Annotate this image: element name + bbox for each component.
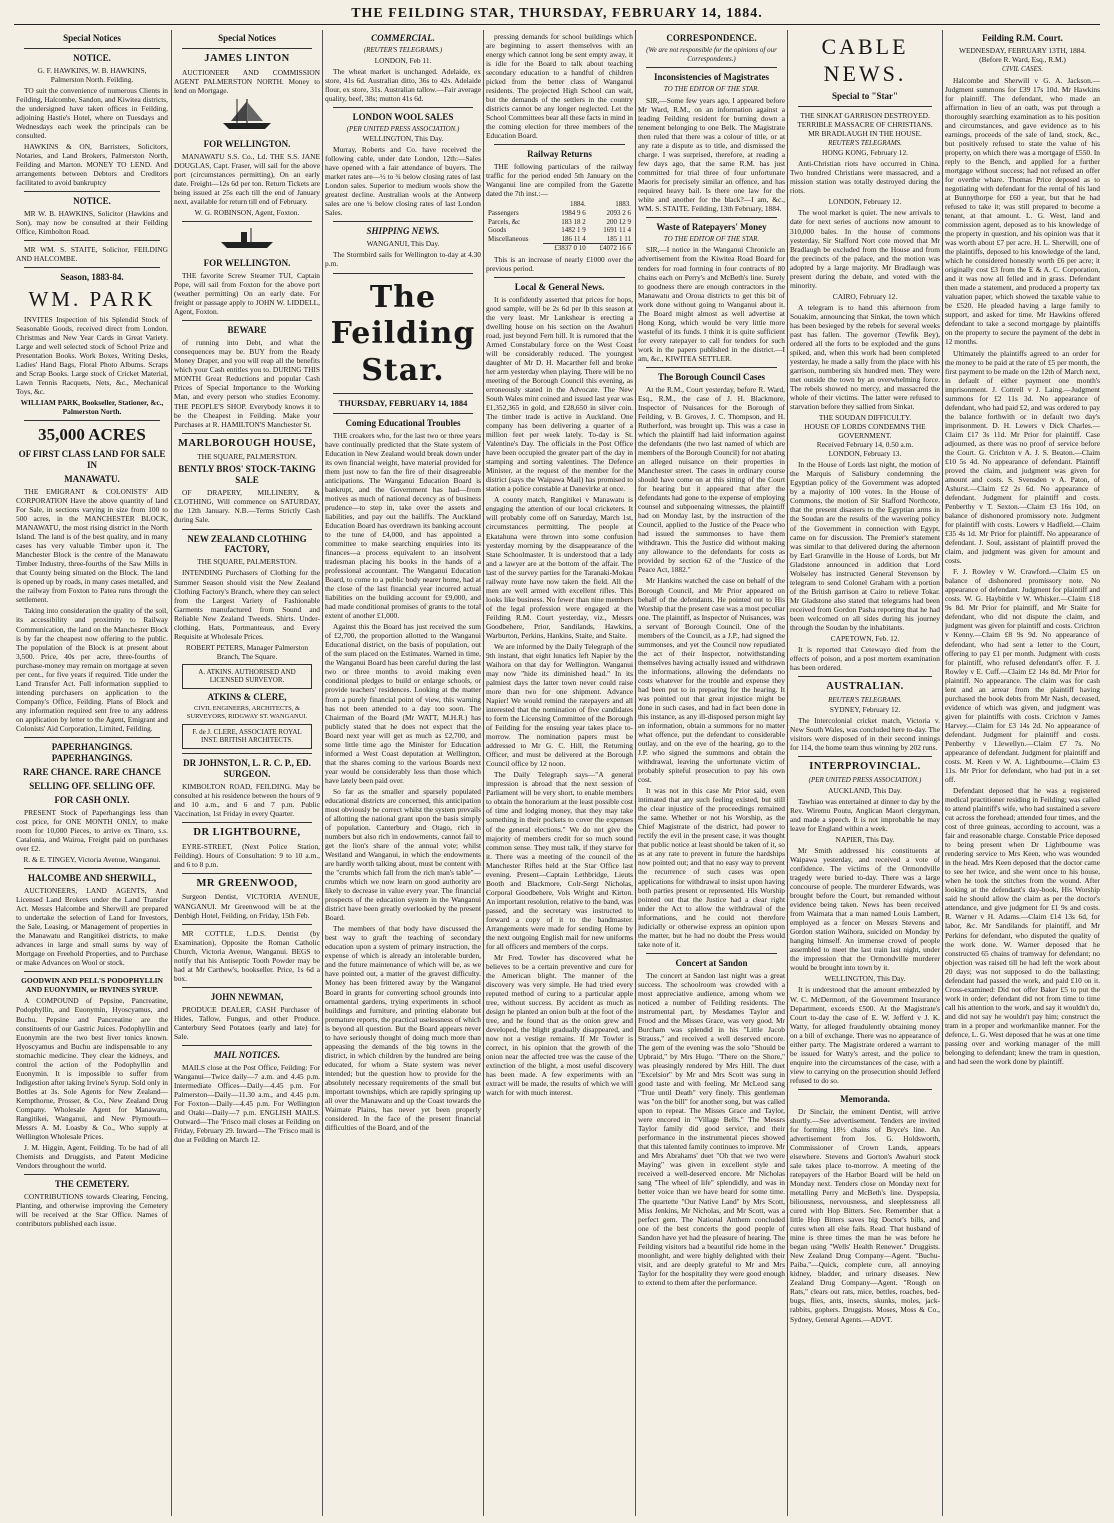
leader-paragraph: The members of that body have discussed the best way to graft the teaching of secondary education upon a system of primary instruction, the expense of which is already an intolerable burden, and the future maintenance of which will be, as we have pointed out, a matter of the gravest difficulty. Money has been frittered away by the Wanganui Board in grants for converting school grounds into ornamental gardens, trying experiments in school buildings and furniture, and printing elaborate but premature reports, the practical uselessness of which is beyond all question. But the Board appears never to have seriously thought of doing much more than appeasing the demands of the big towns in the district, in which children by the hundred are being educated, for whom a State system was never intended; but the question how to provide for the absolutely necessary requirements of the small but important townships, which are rapidly springing up all over the Manawatu and up the Coast towards the Waimate Plains, has never yet been properly considered. In the face of the present financial difficulties of the Board, and of the [325, 924, 481, 1132]
dateline: AUCKLAND, This Day. [828, 785, 902, 795]
railway-intro: THE following particulars of the railway traffic for the period ended 5th January on the Wanganui line are compiled from the Gazette dated the 7th inst.:— [486, 162, 633, 199]
capetown-body: It is reported that Cetewayo died from the effects of poison, and a post mortem examination has been ordered. [790, 644, 940, 672]
peters-signature: ROBERT PETERS, Manager Palmerston Branch, The Square. [185, 642, 309, 661]
notice-heading: NOTICE. [73, 52, 111, 63]
memoranda-heading: Memoranda. [840, 1093, 890, 1104]
napier-body: Mr Smith addressed his constituents at Waipawa yesterday, and received a vote of confidence. The victims of the Ormondville tragedy were buried to-day. There was a large concourse of people. The murderer Edwards, was brought before the Court, but remanded without evidence being taken. News has been received from Waimata that a man named Louis Lambert, employed as a fencer on Messrs Stevens and Gordon station Waihora, suicided on Monday by hanging himself. An immense crowd of people assembled to meet the last train last night, under the impression that the Ormondville murderer would be brought into town by it. [790, 846, 940, 973]
dateline: HONG KONG, February 12. [821, 148, 908, 158]
column-2 [174, 30, 320, 1516]
column-5 [638, 30, 785, 1516]
wool-date: WELLINGTON, This Day. [362, 134, 444, 144]
reuter-source: REUTER'S TELEGRAMS. [828, 695, 902, 704]
court-report: Ultimately the plaintiffs agreed to an order for the money to be paid at the rate of £5 per month, the first payment to be made on the 12th of March next, in default of either payment one month's imprisonment. J. Cottrell v J. Laing.—Judgment summons for £2 11s 3d. No appearance of defendant, who had paid £2, and was ordered to pay the balance forthwith or in default two day's imprisonment. D. H. Lewers v Dick Charles.—Claim £17 3s 11d. Mr Prior for plaintiff. Case adjourned, as there was no proof of service before the Court. G. Crichton v A. J. S. Beaton.—Claim £10 5s 4d. No appearance of defendant. Plaintiff proved the claim, and judgment was given for amount and costs. S. Svensden v A. Paton, of Ashurst.—Claim £2 2s 6d. No appearance of defendant. Judgment for plaintiff and costs. Penberthy v T. Sexton.—Claim £3 16s 10d, on balance of dishonored promissory note. Judgment for plaintiff with costs. Lowers v Hadfield.—Claim £35 4s 1d. Mr Prior for plaintiff. No appearance of defendant. J. Soul, assistant of plaintiff proved the claim, and judgment was given for amount and costs. [945, 348, 1100, 566]
clere-box: F. de J. CLERE, ASSOCIATE ROYAL INST. BRITISH ARCHITECTS. [182, 724, 312, 749]
column-3 [325, 30, 481, 1516]
section-heading: Special Notices [218, 33, 276, 43]
dateline: THURSDAY, FEBRUARY 14, 1884 [338, 398, 468, 409]
acres-subtitle: OF FIRST CLASS LAND FOR SALE IN [18, 449, 166, 471]
received-note: Received February 14, 0.50 a.m. [816, 440, 914, 450]
atkins-sub: CIVIL ENGINEERS, ARCHITECTS, & SURVEYORS, RIDGWAY ST. WANGANUI. [186, 704, 308, 720]
nz-clothing-sub: THE SQUARE, PALMERSTON. [197, 557, 297, 567]
dateline: NAPIER, This Day. [835, 834, 895, 844]
leader-heading: Coming Educational Troubles [345, 417, 461, 428]
interprovincial-heading: INTERPROVINCIAL. [809, 761, 921, 773]
emigrant-body-2: Taking into consideration the quality of the soil, its accessibility and proximity to Railway Communication, the land on the Manchester Block is by far the cheapest now offering to the public. The population of the Block is at present about 3,500. Price, 40s per acre, three-fourths of purchase-money may remain on mortgage at seven per cent., for five years if required. Title under the Land Transfer Act. Full information supplied to intending purchasers on application to the Company's Office, Feilding. Plans of Block and any information required sent free to any address on application by letter to the Agent, Emigrant and Colonists' Aid Corporation, Limited, Feilding. [16, 606, 168, 733]
selling-off: SELLING OFF. SELLING OFF. [29, 780, 155, 791]
borough-report: It was not in this case Mr Prior said, even intimated that any such feeling existed, but still the clear injustice of the proceedings remained the same. Whether or not his Worship, as the Chief Magistrate of the district, had power to rectify the evil in the present case, it was thought that public notice at least should be taken of it, so as at any rate to prevent in future the hardships now pointed out; and that no easy way to prevent the recurrence of such cases was open applications for withdrawal to insist upon having both parties present or represented. His Worship pointed out that the Justice had a clear right under the Act to allow the withdrawal of the informations, and he could not therefore judicially or otherwise express an opinion upon the matter, but he had no doubt the Press would take note of it. [638, 786, 785, 949]
section-heading: Special Notices [63, 33, 121, 43]
borough-heading: The Borough Council Cases [657, 371, 766, 382]
borough-report: At the R.M., Court yesterday, before R. Ward, Esq., R.M., the case of J. H. Blackmore, Inspector of Nuisances for the Borough of Feilding, v. B. Groves, J. C. Thompson, and H. Rutherford, was brought up. This was a case in which the plaintiff had laid information against the defendants (the two last named of which are members of the Borough Council) for not abating an alleged nuisance on their properties in Manchester street. The cases in ordinary course should have come on at this sitting of the Court for hearing but it appeared that after the defendants had gone to the expense of employing counsel and subpoenaing witnesses, the plaintiff had on Monday last, by the instruction of the Council, applied to the Justice of the Peace who had issued the summonses to have them withdrawn. This the Justice did without making any allowance to the defendants for costs as provided by section 62 of the "Justice of the Peace Act, 1882." [638, 384, 785, 575]
leader-paragraph: Against this the Board has just received the sum of £2,700, the proportion allotted to the Wanganui Educational district, on the basis of population, out of the sum placed on the Estimates. Warned in time, the Wanganui Board has been careful during the last two or three months to avoid making even conditional pledges to build or enlarge schools, or provide teachers' residences. Looking at the matter from a purely financial point of view, this warning has not been attended to a day too soon. The Chairman of the Board (Mr WATT, M.H.R.) has publicly stated that he does not expect that the Board next year will get as much as £2,700, and some little time ago the Minister for Education informed a West Coast deputation at Wellington, that the shares coming to the various Boards next year would be considerably less than those which have lately been paid over. [325, 622, 481, 785]
manawatu-body: MANAWATU S.S. Co., Ld. THE S.S. JANE DOUGLAS, Capt. Fraser, will sail for the above port (circumstances permitting), On an early date. Freight—12s 6d per ton. Return Tickets are being issued at 25s each till the end of January next, available for return till end of February. [174, 151, 320, 207]
tingey-signature: R. & E. TINGEY, Victoria Avenue, Wanganui. [23, 854, 161, 864]
bently-body: OF DRAPERY, MILLINERY, & CLOTHING, Will commence on SATURDAY, the 12th January. N.B.—Terms Strictly Cash during Sale. [174, 488, 320, 525]
cemetery-heading: THE CEMETERY. [54, 1179, 130, 1190]
johnston-body: KIMBOLTON ROAD, FEILDING. May be consulted at his residence between the hours of 9 and 10 a.m., and 6 and 7 p.m. Public Vaccination, 1st Friday in every Quarter. [174, 781, 320, 818]
headline: THE SINKAT GARRISON DESTROYED. [800, 110, 930, 120]
lightbourne-body: EYRE-STREET, (Next Police Station, Feilding). Hours of Consultation: 9 to 10 a.m., and 6 to 8 p.m. [174, 841, 320, 869]
table-row: Miscellaneous 186 11 4 185 1 11 [488, 234, 631, 243]
inconsistencies-letter: SIR,—Some few years ago, I appeared before Mr Ward, R.M., on an information against a leading Feilding resident for burning down a tenement belonging to one Belk. The Magistrate then ruled that there was a colour of title, or at any rate a dispute as to title, and dismissed the charge. I was surprised, therefore, at reading a few days ago, that the same R.M. has just committed for trial three of four unfortunate Maoris for precisely similar an offence, and has required heavy bail. Is there one law for the white and another for the black?—I am, &c., WM. S. STAITE. Feilding, 13th February, 1884. [638, 95, 785, 213]
dateline: LONDON, February 13. [828, 449, 902, 459]
wool-body: Murray, Roberts and Co. have received the following cable, under date London, 12th:—Sales have opened with a fair attendance of buyers. The market rates are—½ to ¾ below closing rates of last London sales. Superior to medium wools show the greatest decline. Australian wools at the Antwerp sales are one ¼ below closing rates of last London Sales. [325, 145, 481, 218]
sailing-ship-icon [174, 97, 320, 136]
linton-body: AUCTIONEER AND COMMISSION AGENT PALMERSTON NORTH. Money to lend on Mortgage. [174, 67, 320, 95]
dateline: CAIRO, February 12. [832, 291, 898, 301]
cottle-body: MR COTTLE, L.D.S. Dentist (by Examination), Opposite the Roman Catholic Church, Victoria Avenue, Wanganui. BEGS to notify that his Antiseptic Tooth Powder may be had at Mr Carthew's, bookseller. Price, 1s 6d a box. [174, 928, 320, 983]
halcombe-body: AUCTIONEERS, LAND AGENTS, And Licensed Land Brokers under the Land Transfer Act. Messrs Halcombe and Sherwill are prepared to undertake the selection of Land for Investors, the Sale, Leasing, or Management of properties in the Manawatu and Rangitikei districts, to make advances in large and small sums by way of Mortgage on Freehold Properties, and to Purchase or make Advances on Wool or stock. [16, 885, 168, 968]
hongkong-body: Anti-Christian riots have occurred in China. Two hundred Christians were massacred, and a mission station was totally destroyed during the riots. [790, 159, 940, 196]
sydney-body: The Intercolonial cricket match, Victoria v. New South Wales, was concluded here to-day. The visitors were disposed of in their second innings for 114, the home team thus winning by 202 runs. [790, 716, 940, 753]
correspondence-heading: CORRESPONDENCE. [666, 33, 757, 43]
mail-heading: MAIL NOTICES. [213, 1049, 281, 1060]
leader-continued: pressing demands for school buildings which are beginning to assert themselves with an energy which cannot long be sent empty away, it is idle for the Board to talk about teaching secondary education to a handful of children picked from the better class of Wanganui residents. The projected High School can wait, but the demands of the settlers in the country districts cannot be any longer neglected. Let the School Committees bear all these facts in mind in the coming election for three members of the Education Board. [486, 32, 633, 141]
table-row: Parcels, &c 183 18 2 200 12 9 [488, 217, 631, 226]
hawkins-notice: MR W. B. HAWKINS, Solicitor (Hawkins and Son), may now be consulted at their Feilding Office, Kimbolton Road. [16, 209, 168, 237]
headline: MR BRADLAUGH IN THE HOUSE. [808, 128, 922, 138]
wellington-body: It is understood that the amount embezzled by W. C. McDermott, of the Government Insurance Department, exceeds £500. At the Magistrate's Court to-day the case of E. W. Jefferd v J. K. Watty, for alleged fraudulently obtaining money on a bill of exchange. There was no appearance of either party. The Magistrate ordered a warrant to be issued for Watty's arrest, and the police to enquire into the circumstances of the case, with a view to carrying on the prosecution should Jefferd refused to do so. [790, 985, 940, 1085]
correspondence-note: (We are not responsible for the opinions of our Correspondents.) [646, 45, 777, 63]
press-source: (PER UNITED PRESS ASSOCIATION.) [808, 776, 922, 785]
linton-title: JAMES LINTON [204, 52, 290, 64]
cash-only: FOR CASH ONLY. [54, 794, 130, 805]
court-report: Defendant deposed that he was a registered medical practitioner residing in Feilding; was called to attend plaintiff's wife, who had sustained a severe cut across the forehead; attended four times, and the cost of three guineas, according to account, was a fair and reasonable charge. Constable Price deposed to being present when Dr Lightbourne was rendering service to Mrs Keen, who was wounded in the head. Mrs Keen deposed that the doctor came to see her twice, and she went once to his house, when he took the stitches from the wound. After looking at the defendant's day-book, His Worship said he should allow the claim as per the doctor's attendance, and give judgment for £1 9s and costs. R. Warner v H. Adams.—Claim £14 13s 6d, for labor, &c. Mr Sandilands for plaintiff, and Mr Perkins for defendant, who disputed the quality of the work done. W. Warner deposed that he constructed 65 chains of tramway for defendant; no objection was raised till he had left the work about 20 days; was not supposed to do the ballasting; defendant had passed the work, and paid £10 on it. Cross-examined: Did not offer Baker £5 to put the work in order; defendant did not from time to time call his attention to the work, and say it wouldn't do, and did not say he wouldn't pay him; construct the tram in a proper and workmanlike manner. For the defence, L. G. West deposed that he was at one time passing over and working manager of the mill belonging to defendant; knew the tram in question, and had seen the work done by plaintiff. [945, 786, 1100, 1066]
park-body: INVITES Inspection of his Splendid Stock of Seasonable Goods, received direct from London. Christmas and New Year Cards in Great Variety. Large and well selected stock of School Prize and Presentation Books. Work Boxes, Writing Desks, Ladies' Hand Bags, Floral Photo Albums. Scraps and Scrap Books. Large stock of Cricket Material, Lawn Tennis Racquets, Nets, &c., Mechanical Toys, &c. [16, 315, 168, 397]
to-editor: TO THE EDITOR OF THE STAR. [663, 85, 760, 93]
hawkins-names: G. F. HAWKINS, W. B. HAWKINS, [37, 65, 147, 75]
local-news: The Daily Telegraph says—"A general impression is abroad that the next session of Parliament will be very short, to enable members to obtain the honorarium at the least possible cost of time and lodging money, that they may take something in their pockets to cover the expenses of the general elections." We do not give the majority of members credit for so much sound common sense. They must talk, if they starve for it. There was a meeting of the council of the Manchester Rifles held at the Star Office last evening. Present—Captain Lethbridge, Lieuts Booth and Blackmore, Colr-Sergt Nicholas, Corporal Goodbehere, Vols Wright and Kirton. An important resolution, relative to the band, was passed, and the secretary was instructed to forward a copy of it to the bandmaster. Arrangements were made for sending Home by the next outgoing English mail for new uniforms for all officers and members of the corps. [486, 770, 633, 951]
notice-heading: NOTICE. [73, 196, 111, 207]
cable-news-title: CABLE NEWS. [821, 34, 909, 86]
table-row: Passengers 1984 9 6 2093 2 6 [488, 209, 631, 217]
johnston-title: DR JOHNSTON, L. R. C. P., ED. SURGEON. [183, 757, 311, 779]
special-to-star: Special to "Star" [832, 90, 898, 101]
dateline: LONDON, February 12. [828, 197, 902, 207]
marlborough-title: MARLBOROUGH HOUSE, [178, 437, 316, 449]
shipping-heading: SHIPPING NEWS. [366, 226, 440, 237]
shipping-body: The Stormbird sails for Wellington to-day at 4.30 p.m. [325, 250, 481, 269]
hawkins-places: Palmerston North. Feilding. [50, 74, 134, 84]
beware-heading: BEWARE [227, 325, 267, 336]
borough-report: Mr Hankins watched the case on behalf of the Borough Council, and Mr Prior appeared on behalf of the defendants. He pointed out to His Worship that the present case was a most peculiar one. The plaintiff, as Inspector of Nuisances, was a servant of Borough Council. One of the members of the Council, as a J.P., had signed the summonses, and yet the Council now repudiated the act of their Inspector, notwithstanding themselves having actually issued and withdrawn the informations, allowing the defendants no costs whatever for the trouble and expense they had been put to in preparing for the hearing. It was pointed out that great injustice might be done in such cases, and had in fact been done in this instance, as any ill-disposed person might lay an information, obtain a summons for no matter what offence, put the defendant to considerable outlay, and on the eve of the hearing, go to the J.P. who signed the summons and obtain the withdrawal, leaving the unfortunate victim of probably spiteful prosecution to pay his own cost. [638, 576, 785, 785]
civil-cases: CIVIL CASES. [1001, 65, 1044, 74]
wool-heading: LONDON WOOL SALES [352, 111, 454, 122]
inconsistencies-heading: Inconsistencies of Magistrates [654, 72, 769, 83]
cemetery-body: CONTRIBUTIONS towards Clearing, Fencing, Planting, and otherwise improving the Cemetery will be received at the Star Office. Names of contributors published each issue. [16, 1192, 168, 1229]
railway-year: 1883. [615, 200, 631, 209]
waste-heading: Waste of Ratepayers' Money [656, 221, 767, 232]
goodwin-body: A COMPOUND of Pepsine, Pancreatine, Podophyllin, and Euonymin, Hyoscyamus, and Buchu. Pepsine and Pancreatine are the constituents of our Gastric Juices. Podophyllin and Euonymin are the two best liver tonics known. Hyoscyamus and Buchu are indispensable to any stomachic medicine. They clear the kidneys, and control the action of the Podophyllin and Euonymin. It is impossible to suffer from Indigestion after taking Irvine's Syrup. Sold only in Bottles at 3s. Sole Agents for New Zealand—Kempthorne, Prosser, & Co., New Zealand Drug Company. Wholesale Agent for Manawatu, Rangitikei, Wanganui, and New Plymouth—Messrs A. M. Loasby & Co., Who supply at Wellington Wholesale Prices. [16, 996, 168, 1141]
concert-heading: Concert at Sandon [675, 957, 748, 968]
reuter-source: REUTER'S TELEGRAMS. [828, 138, 902, 147]
nameplate: The Feilding Star. [330, 279, 476, 388]
london-body: The wool market is quiet. The new arrivals to date for next series of auctions now amount to 310,000 bales. In the house of commons yesterday, Sir Stafford Nort cote moved that Mr Bradlaugh be excluded from the House and from the precincts of the palace, and the motion was adopted by a large majority. Mr Bradlaugh was present during the debate, and voted with the minority. [790, 208, 940, 290]
dateline: WELLINGTON, This Day. [824, 974, 906, 984]
railway-table [486, 200, 633, 252]
rare-chance: RARE CHANCE. RARE CHANCE [22, 766, 161, 777]
shipping-date: WANGANUI, This Day. [366, 239, 440, 249]
auckland-body: Tawhiao was entertained at dinner to day by the Rev. Wiremu Poutu, Anglican Maori clergyman, and made a speech. It is not improbable he may leave for England within a week. [790, 796, 940, 833]
commercial-body: The wheat market is unchanged. Adelaide, ex store, 41s 6d. Australian ditto, 36s to 42s. Adelaide flour, ex store, 31s. Australian tallow.—Fair average quality, beef, 38s; mutton 41s 6d. [325, 66, 481, 103]
season-heading: Season, 1883-84. [60, 272, 124, 283]
halcombe-title: HALCOMBE AND SHERWILL, [28, 872, 156, 883]
paperhangings-heading: PAPERHANGINGS. PAPERHANGINGS. [51, 741, 133, 763]
bently-title: BENTLY BROS' STOCK-TAKING SALE [178, 464, 316, 486]
hawkins-body: TO suit the convenience of numerous Clients in Feilding, Halcombe, Sandon, and Kiwitea districts, the undersigned have taken offices in Feilding, adjoining Hastie's Hotel, where on Tuesdays and Wednesdays each week the principals can be consulted. [16, 86, 168, 141]
hawkins-firm: HAWKINS & ON, Barristers, Solicitors, Notaries, and Land Brokers, Palmerston North, Feilding and Marton. MONEY TO LEND. And arrangements between Debtors and Creditors facilitated to avoid bankruptcy [16, 142, 168, 188]
beware-body: of running into Debt, and what the consequences may be. BUY from the Ready Money Draper, and you will reap all the benefits which your Cash entitles you to. DURING THIS MONTH Great Reductions and popular Cash Prices of Special Importance to the Working Man, and every person who studies Economy. THE PEOPLE'S SHOP. Everybody knows it to be the Cheapest in Feilding. Make your Purchases at R. HAMILTON'S Manchester St. [174, 338, 320, 429]
table-row: Goods 1482 1 9 1691 11 4 [488, 226, 631, 235]
wellington-heading: FOR WELLINGTON. [203, 138, 291, 149]
goodwin-heading: GOODWIN AND PELL'S PODOPHYLLIN AND EUONYMIN, or IRVINES SYRUP. [21, 976, 163, 995]
local-news: We are informed by the Daily Telegraph of the 9th instant, that eight lunatics left Napier by the Waihora on that day for Wellington. Wanganui may now "hide its diminished head." In its palmiest days the latter town never could raise more than two for one shipment. Advance Napier! We would remind the ratepayers and all interested that the nomination of five candidates to form the Licensing Committee of the Borough of Feilding for the ensuing year takes place to-morrow. The nomination papers must be addressed to Mr G. C. Hill, the Returning Officer, and must be delivered at the Borough Council office by 12 noon. [486, 641, 633, 769]
masthead: THE FEILDING STAR, THURSDAY, FEBRUARY 14, 1884. [14, 6, 1100, 25]
greenwood-body: Surgeon Dentist, VICTORIA AVENUE, WANGANUI. Mr Greenwood will be at the Denbigh Hotel, Feilding, on Friday, 15th Feb. [174, 892, 320, 920]
local-news: Mr Fred. Towler has discovered what he believes to be a certain preventive and cure for the American blight. The manner of the discovery was very simple. He had tried every reputed method of curing to a particular apple tree, without success. By accident as much as design he planted an onion bulb at the foot of the tree, and he found that as the onion grew and developed, the blight gradually disappeared, and now not a vestige remains. If Mr Towler is correct, in his opinion that the growth of the onion near the affected tree was the cause of the extinction of the blight, a most useful discovery has been made. A few experiments with an extract will be made, the results of which we will watch for with much interest. [486, 952, 633, 1098]
local-heading: Local & General News. [514, 281, 605, 292]
higgin-notice: J. M. Higgin, Agent, Feilding. To be had of all Chemists and Druggists, and Patent Medicine Vendors throughout the world. [16, 1142, 168, 1170]
australian-heading: AUSTRALIAN. [826, 681, 904, 692]
wool-source: (PER UNITED PRESS ASSOCIATION.) [346, 124, 460, 133]
local-news: It is confidently asserted that prices for hops, good sample, will be 2s 6d per lb this season at the very least. Mr Lankshear is erecting a dwelling house on his section on the Awahuri road, just beyond Fern hill. It is rumored that the Armed Constabulary force on the West Coast will be considerably reduced. The youngest daughter of Mr D. H. Macarther fell and broke her arm yesterday when playing. There will be no meeting of the Borough Council this evening, as erroneously stated in the Advocate. The New South Wales mint coined and issued last year was £1,352,365 in gold, and £28,650 in silver coin. The timber trade is active in Auckland. One company has been delivering a quarter of a million feet per week lately. To-day is St. Valentine's Day. The officials in the Post Office have been occupied the greater part of the day in stamping and sorting valentines. The Defence Minister, at the request of the member for the district (says the Waipawa Mail) has promised to station a police constable at Danevirke at once. [486, 294, 633, 494]
newman-title: JOHN NEWMAN, [210, 991, 284, 1002]
table-row-total: £3837 0 10 £4072 16 6 [486, 244, 633, 253]
emigrant-body: THE EMIGRANT & COLONISTS' AID CORPORATION Have the above quantity of land For Sale, in sections varying in size from 100 to 500 acres, in the MANCHESTER BLOCK, MANAWATU, the most rising district in the North Island. The land is of the best quality, and in many cases has very valuable Timber upon it. The Manchester Block is the centre of the Manawatu Timber Industry, three-fourths of the Saw Mills in that County being situated on the Block. The land is opened up by roads, in many cases metalled, and the railway from Foxton to Patea runs through the settlement. [16, 487, 168, 605]
atkins-clere-title: ATKINS & CLERE, [207, 691, 287, 702]
commercial-heading: COMMERCIAL. [371, 33, 435, 43]
column-4 [486, 30, 633, 1516]
commercial-date: LONDON, Feb 11. [374, 55, 432, 65]
dateline: CAPETOWN, Feb. 12. [830, 633, 900, 643]
newman-body: PRODUCE DEALER, CASH Purchaser of Hides, Tallow, Fungus, and other Produce. Canterbury Seed Potatoes (early and late) for Sale. [174, 1004, 320, 1041]
greenwood-title: MR GREENWOOD, [196, 877, 298, 889]
headline: THE SOUDAN DIFFICULTY. [818, 413, 912, 423]
marlborough-sub: THE SQUARE, PALMERSTON. [197, 452, 297, 462]
railway-year: 1884. [570, 200, 586, 209]
wellington-heading: FOR WELLINGTON. [203, 258, 291, 269]
court-before: (Before R. Ward, Esq., R.M.) [979, 55, 1066, 64]
commercial-source: (REUTER'S TELEGRAMS.) [363, 45, 443, 54]
railway-outro: This is an increase of nearly £1000 over the previous period. [486, 254, 633, 273]
cairo-body: A telegram is to hand this afternoon from Souakim, announcing that Sinkat, the town which has been besieged by the rebels for several weeks past has fallen. The governor (Tewfik Bey), ordered all the forts to be exploded and the guns spiked, and, when this work had been completed yesterday, he made a sally from the place with his garrison, numbering six hundred men. They were met outside the town by an overwhelming force. The rebels showed no mercy, and massacred the whole of their victims. The latter were refused to starvation before they sallied from Sinkat. [790, 302, 940, 412]
headline: HOUSE OF LORDS CONDEMNS THE GOVERNMENT. [804, 422, 926, 441]
cash-body: PRESENT Stock of Paperhangings less than cost price, for ONE MONTH ONLY, to make room for 10,000 Pieces, to arrive ex Tinaro, s.s. Catalonia, and Wairoa, Freight paid on purchases over £2. [16, 807, 168, 853]
nz-clothing-title: NEW ZEALAND CLOTHING FACTORY, [187, 533, 307, 555]
railway-heading: Railway Returns [527, 149, 592, 160]
robinson-signature: W. G. ROBINSON, Agent, Foxton. [194, 208, 300, 218]
acres-title: 35,000 ACRES [38, 425, 146, 445]
memoranda-body: Dr Sinclair, the eminent Dentist, will arrive shortly.—See advertisement. Tenders are invited for forming 18½ chains of Bryce's line. An advertisement from Jos. G. Holdsworth, Commissioner of Crown Lands, appears elsewhere. Stevens and Gorton's Awahuri stock sale takes place to-morrow. A meeting of the ratepayers of the Harbor Board will be held on Monday next. Tenders close on Monday next for metalling Perry and McBeth's line. Dyspepsia, biliousness, nervousness, and sleeplessness all cured with Hop Bitters. See. Remember that a little Hop Bitters saves big Doctor's bills, and cures when all else fails. Read. That husband of mine is three times the man he was before he began using "Wells' Health Renewer." Druggists. New Zealand Drug Company—Agent. "Buchu-Paiba."—Quick, complete cure, all annoying kidney, bladder, and urinary diseases. New Zealand Drug Company—Agent. "Rough on Rats," clears out rats, mice, bettles, roaches, bed-bugs, flies, ants, insects, skunks, moles, jack-rabbits, gophers. Druggists. Moses, Moss & Co., Sydney, General Agents.—ADVT. [790, 1106, 940, 1324]
waste-letter: SIR,—I notice in the Wanganui Chronicle an advertisement from the Kiwitea Road Board for tenders for road forming in four contracts of 80 chains each on Perry's and McBeth's line. Surely to goodness there are enough contractors in the Manawatu and Oroua districts to get this bit of work done without going to Wanganui about it. The Board might almost as well advertise at Hong Kong, which would be very little more wasteful of its funds. I think it is quite sufficient for every ratepayer to call for tenders for such work in the papers published in the district.—I am, &c., KIWITEA SETTLER. [638, 245, 785, 363]
court-heading: Feilding R.M. Court. [982, 33, 1063, 43]
acres-place: MANAWATU. [64, 474, 120, 485]
staite-notice: MR WM. S. STAITE, Solicitor, FEILDING AND HALCOMBE. [16, 245, 168, 264]
tui-body: THE favorite Screw Steamer TUI, Captain Pope, will sail from Foxton for the above port (weather permitting) On an early date. For freight or passage apply to JOHN W. LIDDELL, Agent, Foxton. [174, 271, 320, 317]
column-6 [790, 30, 940, 1516]
dateline: SYDNEY, February 12. [829, 705, 901, 715]
lightbourne-title: DR LIGHTBOURNE, [193, 826, 301, 838]
court-report: Halcombe and Sherwill v G. A. Jackson.—Judgment summons for £39 17s 10d. Mr Hawkins for plaintiff. The defendant, who made an affirmation in lieu of an oath, was put through a thoroughly searching examination as to his position and circumstances, and gave evidence as to his earnings, proceeds of the sale of land, stock, &c., but positively refused to state the value of his property, on which there was a mortgage of £550. In reply to the Bench, and applied for a further mortgage without success; had not refused an offer for overthe whare. Thomas Price deposed as to negotiating with defendant for the rental of his land at Bunnythorpe for £60 a year, but that he had refused to take it; was still prepared to become a tenant, at that amount. L. G. West, land and commission agent, deposed as to his knowledge of the property in question, and his opinion was that it was worth about £7 per acre. H. L. Sherwill, one of the plaintiffs, deposed to his knowledge of the land, which he considered honestly worth £6 per acre; it originally cost £3 from the E & A. C. Corporation, and it was now all felled and in grass. Defendant then made a statement, and produced a property tax valuation paper, which showed the taxable value to be £520. He pleaded having a large family to support, and asked for time. Mr Hawkins offered defendant to take a second mortgage by plaintiffs on the property to secure the payment of the debt in 12 months. [945, 75, 1100, 347]
park-title: WM. PARK [28, 287, 156, 312]
headline: TERRIBLE MASSACRE OF CHRISTIANS. [797, 119, 933, 129]
nz-clothing-body: INTENDING Purchasers of Clothing for the Summer Season should visit the New Zealand Clothing Factory's Branch, where they can select from the Largest Variety of Fashionable Garments manufactured from Sound and Reliable New Zealand Tweeds. Shirts. Under-clothing, Hats, Portmanteaus, and Every Requisite at Wholesale Prices. [174, 568, 320, 641]
mail-body: MAILS close at the Post Office, Feilding: For Wanganui—Twice daily—7 a.m. and 4.45 p.m. Intermediate Offices—Daily—4.45 p.m. For Palmerston—Daily—11.30 a.m., and 4.45 p.m. For Foxton—Daily—4.45 p.m. For Wellington and Otaki—Daily—7 p.m. ENGLISH MAILS. Outward—The 'Frisco mail closes at Feilding on Friday, February 29. Inward—The 'Frisco mail is due at Feilding on March 12. [174, 1062, 320, 1145]
to-editor: TO THE EDITOR OF THE STAR. [663, 234, 760, 243]
column-1 [16, 30, 168, 1516]
london-body: In the House of Lords last night, the motion of the Marquis of Salisbury condemning the Egyptian policy of the Government was adopted by a majority of 100 votes. In the House of Commons, the motion of Sir Stafford Northcote, that the present disasters to the Egyptian arms in the Soudan are the results of the wavering policy of the Government in connection with Egypt, came on for discussion. The Premier's statement was similar to that delivered during the afternoon by Earl Granville in the House of Lords, but Mr Gladstone announced in addition that Lord Wolseley has instructed General Stevenson by telegram to send Colonel Graham with a portion of the British garrison at Cairo to relieve Tokar. Mr Gladstone also stated that telegrams had been received from Gordon Pasha reporting that he had been welcomed on all sides during his journey through the Soudan by the inhabitants. [790, 460, 940, 632]
column-7 [945, 30, 1100, 1516]
court-report: F. J. Rowley v W. Crawford.—Claim £5 on balance of dishonored promissory note. No appearance of defendant. Judgment for plaintiff and costs. W. G. Haybittle v W. Whisker.—Claim £18 9s 8d. Mr Prior for plaintiff, and Mr Staite for defendant, who did not dispute the claim, and judgment was given for plaintiff and costs. Crichton v Kenny.—Claim £8 9s 9d. No appearance of defendant, who had sent a letter to the Court, offering to pay £1 per month. Judgment with costs for plaintiff, who refused defendant's offer. F. J. Rowley v E. Cuff.—Claim £2 14s 8d. Mr Prior for plaintiff. No appearance. The claim was for cash lent and an arrear from the plaintiff having purchased the book debts from Mr Nash, deceased, evidence of which was given, and judgment was given for plaintiffs with costs. Crichton v James Harvey.—Claim for £3 14s 2d. No appearance of defendant. Judgment for plaintiff and costs. Penberthy v Llewellyn.—Claim £7 7s. No appearance of defendant. Judgment for plaintiff and costs. M. Keen v W. A. Lightbourne.—Claim £3 11s. Mr Prior for defendant, who had put in a set off. [945, 567, 1100, 784]
local-news: A county match, Rangitikei v Manawatu is engaging the attention of our local cricketers. It will probably come off on Saturday, March 1st, circumstances permitting. The people at Ekatahuna were thrown into some confusion yesterday morning by the disappearance of the State Schoolmaster. It is understood that a lady and a lawyer are at the bottom of the affair. The last of the survey parties for the Taranaki-Mokau railway route have now taken the field. All the men are well armed with excellent rifles. This looks like business. No fewer than nine members of the legal profession were engaged at the Feilding R.M. Court yesterday, viz., Messrs Goodbehere, Prior, Sandilands, Hawkins, Warburton, Perkins, Hankins, Staite, and Staite. [486, 495, 633, 640]
leader-paragraph: So far as the smaller and sparsely populated educational districts are concerned, this anticipation most obviously be correct whilst the system prevails of allotting the national grant upon the basis simply of population. Canterbury and Otago, rich in numbers but also rich in endowments, cannot fail to get the lion's share of the annual vote; whilst Westland and Wanganui, in which the endowments are hardly worth talking about, must be content with the "crumbs which fall from the rich man's table"—crumbs which we now learn on good authority are likely to decrease in value every year. The financial prospects of the education system in the Wanganui district have been greatly overlooked by the present Board. [325, 786, 481, 923]
court-date: WEDNESDAY, FEBRUARY 13TH, 1884. [958, 45, 1087, 55]
park-signature: WILLIAM PARK, Bookseller, Stationer, &c., Palmerston North. [20, 398, 164, 417]
leader-paragraph: THE croakers who, for the last two or three years have continually predicted that the State system of Education in New Zealand would break down under its own financial weight, have material provided for them just now to fan the fire of their disagreeable anticipations. The Wanganui Education Board is bankrupt, and the Government has had—from motives as much of national decency as of business prudence—to step in, take over the assets and liabilities, and pay out the bailiffs. The Auckland Education Board has overdrawn its banking account to the tune of £4,000, and has appointed a committee to make searching enquiries into its finances—a process equivalent to an insolvent tradesman placing his books in the hands of a professional accountant. The Wanganui Education Board, to come to a public body nearer home, had at the close of the last financial year incurred actual liabilities on the building account for £9,000, and had made conditional promises of grants to the total extent of another £1,000. [325, 430, 481, 621]
steamer-icon [174, 226, 320, 255]
atkins-box: A. ATKINS. AUTHORISED AND LICENSED SURVEYOR. [182, 664, 312, 689]
concert-report: The concert at Sandon last night was a great success. The schoolroom was crowded with a most appreciative audience, among whom we noticed a number of Feilding residents. The instrumental part, by Mesdames Taylor and Frood and the Misses Grace, was very good. Mr Burcham was splendid in his "Little Jacob Strauss," and received a well deserved encore. The gem of the evening was the solo "Should be Upbraid," by Mrs Hugo. "There on the Shore," was pleasingly rendered by Mrs Hill. The duet "Excelsior" by Mr and Mrs Scott was sung in good taste and with feeling. Mr McLeod sang "True until Death" very finely. This gentleman was "on the bill" for another song, but was called upon to repeat. The Misses Grace and Taylor, were encored in "Village Bells." The Messrs Taylor family did good service, and their performance in the instrumental pieces showed that this talented family continues to improve. Mr and Mrs Abrahams' duet "Oh that we two were Maying" was given in excellent style and received a well-deserved encore. Mr Nicholas sang "The wheel of life" splendidly, and was in better voice than we have heard for some time. The quartette "Our Native Land" by Mrs Scott, Miss Jenkins, Mr Nicholas, and Mr Scott, was a perfect gem. The National Anthem concluded one of the best concerts the good people of Sandon have yet had the pleasure of hearing. The Feilding visitors had a beautiful ride home in the moonlight, and were highly delighted with their visit, and are deeply grateful to Mr and Mrs Taylor for the hospitality they were good enough to extend to them after the performance. [638, 970, 785, 1287]
